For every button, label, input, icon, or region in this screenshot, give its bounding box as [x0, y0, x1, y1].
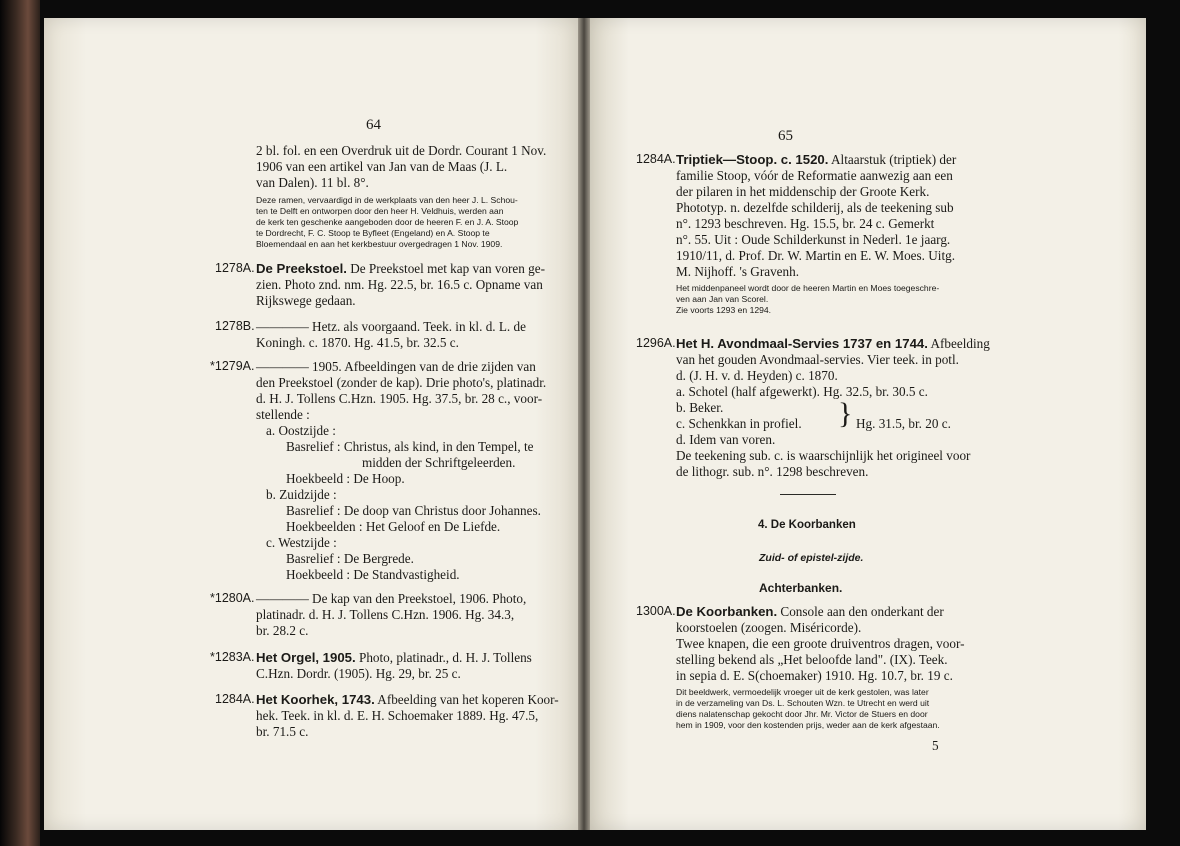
entry-1296a-line: d. Idem van voren. [676, 432, 776, 447]
entry-1279a-item: c. Westzijde : [266, 535, 337, 550]
entry-1283a-line-1: Het Orgel, 1905. Photo, platinadr., d. H. J. Tollens [256, 650, 532, 665]
entry-1300a-line: stelling bekend als „Het beloofde land". (IX). Teek. [676, 652, 948, 667]
entry-number: *1279A. [210, 359, 255, 373]
entry-1279a-line-2: den Preekstoel (zonder de kap). Drie photo's, platinadr. [256, 375, 547, 390]
entry-1284a-r-line: n°. 1293 beschreven. Hg. 15.5, br. 24 c. Gemerkt [676, 216, 935, 231]
entry-1296a-line: c. Schenkkan in profiel. [676, 416, 802, 431]
entry-1284a-r-note: Het middenpaneel wordt door de heeren Martin en Moes toegeschre- [676, 283, 940, 293]
left-line-2: 1906 van een artikel van Jan van de Maas (J. L. [256, 159, 508, 174]
entry-number: 1278A. [215, 261, 255, 275]
entry-1296a-line: De teekening sub. c. is waarschijnlijk het origineel voor [676, 448, 971, 463]
entry-1300a-line: in sepia d. E. S(choemaker) 1910. Hg. 10.7, br. 19 c. [676, 668, 953, 683]
entry-1280a-line-3: br. 28.2 c. [256, 623, 309, 638]
entry-1296a-line: de lithogr. sub. n°. 1298 beschreven. [676, 464, 869, 479]
entry-1279a-line-4: stellende : [256, 407, 310, 422]
left-line-1: 2 bl. fol. en een Overdruk uit de Dordr. Courant 1 Nov. [256, 143, 547, 158]
entry-1279a-item: Basrelief : De doop van Christus door Johannes. [286, 503, 541, 518]
book-edge-left [0, 0, 40, 846]
entry-1278a-line-3: Rijkswege gedaan. [256, 293, 356, 308]
entry-1300a-line: Twee knapen, die een groote druiventros dragen, voor- [676, 636, 965, 651]
signature-mark: 5 [932, 738, 939, 753]
left-page-number: 64 [366, 117, 381, 133]
entry-1279a-item: Basrelief : Christus, als kind, in den Tempel, te [286, 439, 534, 454]
book-gutter [578, 18, 590, 830]
entry-1279a-item: a. Oostzijde : [266, 423, 336, 438]
entry-1284a-r-line: Phototyp. n. dezelfde schilderij, als de teekening sub [676, 200, 954, 215]
entry-number: 1284A. [636, 152, 676, 166]
entry-1284a-r-line: 1910/11, d. Prof. Dr. W. Martin en E. W. Moes. Uitg. [676, 248, 956, 263]
entry-1284a-r-line-1: Triptiek—Stoop. c. 1520. Altaarstuk (triptiek) der [676, 152, 957, 167]
entry-1278b-line-1: ———— Hetz. als voorgaand. Teek. in kl. d. L. de [256, 319, 526, 334]
entry-number: 1300A. [636, 604, 676, 618]
entry-1296a-line: a. Schotel (half afgewerkt). Hg. 32.5, br. 30.5 c. [676, 384, 928, 399]
entry-1300a-note: diens nalatenschap gekocht door Jhr. Mr. Victor de Stuers en door [676, 709, 928, 719]
section-divider [780, 494, 836, 495]
entry-1284a-r-line: n°. 55. Uit : Oude Schilderkunst in Nederl. 1e jaarg. [676, 232, 951, 247]
entry-1279a-item: b. Zuidzijde : [266, 487, 337, 502]
entry-number: 1278B. [215, 319, 255, 333]
entry-1300a-line-1: De Koorbanken. Console aan den onderkant der [676, 604, 944, 619]
entry-1300a-note: hem in 1909, voor den kostenden prijs, weder aan de kerk afgestaan. [676, 720, 940, 730]
entry-1279a-line-3: d. H. J. Tollens C.Hzn. 1905. Hg. 37.5, br. 28 c., voor- [256, 391, 543, 406]
entry-1283a-line-2: C.Hzn. Dordr. (1905). Hg. 29, br. 25 c. [256, 666, 461, 681]
left-note-2: ten te Delft en ontworpen door den heer H. Veldhuis, werden aan [256, 206, 504, 216]
entry-1284a-r-line: familie Stoop, vóór de Reformatie aanwezig aan een [676, 168, 953, 183]
entry-1296a-line-1: Het H. Avondmaal-Servies 1737 en 1744. Afbeelding [676, 336, 990, 351]
section-title: 4. De Koorbanken [758, 519, 856, 531]
section-heading: Achterbanken. [759, 581, 843, 595]
entry-1284a-line-3: br. 71.5 c. [256, 724, 309, 739]
left-line-3: van Dalen). 11 bl. 8°. [256, 175, 369, 190]
section-subtitle: Zuid- of epistel-zijde. [759, 552, 864, 564]
entry-1279a-item: Basrelief : De Bergrede. [286, 551, 414, 566]
entry-1279a-line-1: ———— 1905. Afbeeldingen van de drie zijden van [256, 359, 536, 374]
left-note-4: te Dordrecht, F. C. Stoop te Byfleet (Engeland) en A. Stoop te [256, 228, 490, 238]
entry-1278b-line-2: Koningh. c. 1870. Hg. 41.5, br. 32.5 c. [256, 335, 459, 350]
entry-1280a-line-1: ———— De kap van den Preekstoel, 1906. Photo, [256, 591, 527, 606]
entry-1280a-line-2: platinadr. d. H. J. Tollens C.Hzn. 1906. Hg. 34.3, [256, 607, 515, 622]
entry-1300a-note: in de verzameling van Ds. L. Schouten Wzn. te Utrecht en werd uit [676, 698, 930, 708]
entry-1284a-r-note: ven aan Jan van Scorel. [676, 294, 769, 304]
entry-1279a-item: Hoekbeelden : Het Geloof en De Liefde. [286, 519, 501, 534]
entry-1284a-line-1: Het Koorhek, 1743. Afbeelding van het koperen Koor- [256, 692, 559, 707]
entry-1279a-item: midden der Schriftgeleerden. [362, 455, 516, 470]
entry-1300a-line: koorstoelen (zoogen. Miséricorde). [676, 620, 862, 635]
entry-1279a-item: Hoekbeeld : De Hoop. [286, 471, 405, 486]
entry-1279a-item: Hoekbeeld : De Standvastigheid. [286, 567, 460, 582]
entry-1300a-note: Dit beeldwerk, vermoedelijk vroeger uit de kerk gestolen, was later [676, 687, 929, 697]
entry-1284a-r-line: M. Nijhoff. 's Gravenh. [676, 264, 800, 279]
left-note-5: Bloemendaal en aan het kerkbestuur overgedragen 1 Nov. 1909. [256, 239, 503, 249]
left-note-1: Deze ramen, vervaardigd in de werkplaats van den heer J. L. Schou- [256, 195, 518, 205]
entry-1296a-line: d. (J. H. v. d. Heyden) c. 1870. [676, 368, 838, 383]
entry-number: 1284A. [215, 692, 255, 706]
entry-1284a-r-note: Zie voorts 1293 en 1294. [676, 305, 772, 315]
entry-1296a-line: b. Beker. [676, 400, 724, 415]
entry-1278a-line-2: zien. Photo znd. nm. Hg. 22.5, br. 16.5 c. Opname van [256, 277, 543, 292]
brace-symbol: } [838, 397, 853, 430]
right-page-number: 65 [778, 128, 793, 144]
entry-1284a-r-line: der pilaren in het middenschip der Groote Kerk. [676, 184, 930, 199]
entry-1284a-line-2: hek. Teek. in kl. d. E. H. Schoemaker 1889. Hg. 47.5, [256, 708, 539, 723]
entry-number: *1283A. [210, 650, 255, 664]
entry-1278a-line-1: De Preekstoel. De Preekstoel met kap van voren ge- [256, 261, 546, 276]
entry-number: *1280A. [210, 591, 255, 605]
entry-1296a-line: van het gouden Avondmaal-servies. Vier teek. in potl. [676, 352, 959, 367]
entry-1296a-brace-text: Hg. 31.5, br. 20 c. [856, 416, 951, 431]
left-note-3: de kerk ten geschenke aangeboden door de heeren F. en J. A. Stoop [256, 217, 519, 227]
entry-number: 1296A. [636, 336, 676, 350]
